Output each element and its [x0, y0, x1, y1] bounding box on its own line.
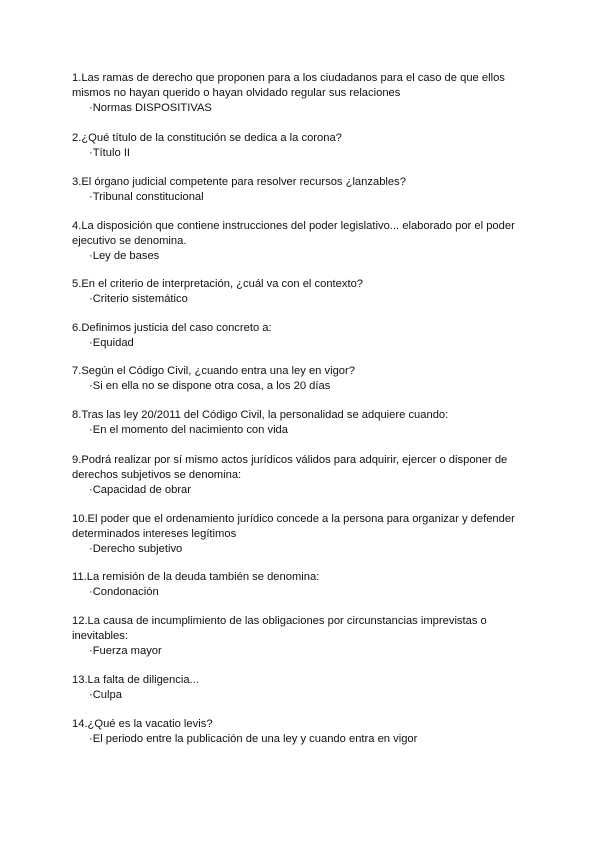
question-text: 13.La falta de diligencia... — [72, 674, 199, 686]
question-text: 14.¿Qué es la vacatio levis? — [72, 718, 213, 730]
answer-text: ·Derecho subjetivo — [89, 543, 183, 555]
question-text: 5.En el criterio de interpretación, ¿cuál va con el contexto? — [72, 278, 364, 290]
qa-item-6 — [72, 321, 542, 351]
question-text: 11.La remisión de la deuda también se denomina: — [72, 571, 320, 583]
answer-text: ·Si en ella no se dispone otra cosa, a los 20 días — [89, 380, 331, 392]
answer-text: ·Criterio sistemático — [89, 293, 188, 305]
answer-text: ·En el momento del nacimiento con vida — [89, 424, 288, 436]
question-text: 4.La disposición que contiene instrucciones del poder legislativo... elaborado por el poder ejecutivo se denomina. — [72, 220, 515, 247]
answer-text: ·Fuerza mayor — [89, 645, 162, 657]
answer-text: ·Culpa — [89, 689, 122, 701]
qa-item-2 — [72, 131, 542, 161]
answer-text: ·Ley de bases — [89, 250, 160, 262]
qa-item-3 — [72, 175, 542, 205]
question-text: 9.Podrá realizar por sí mismo actos jurídicos válidos para adquirir, ejercer o disponer de derechos subjetivos se denomina: — [72, 454, 508, 481]
qa-item-13 — [72, 673, 542, 703]
qa-item-11 — [72, 570, 542, 600]
answer-text: ·Normas DISPOSITIVAS — [89, 102, 212, 114]
question-text: 3.El órgano judicial competente para resolver recursos ¿lanzables? — [72, 176, 406, 188]
answer-text: ·El periodo entre la publicación de una ley y cuando entra en vigor — [89, 733, 418, 745]
question-text: 12.La causa de incumplimiento de las obligaciones por circunstancias imprevistas o inevitables: — [72, 615, 487, 642]
qa-item-1 — [72, 71, 542, 116]
qa-item-4 — [72, 219, 542, 264]
answer-text: ·Condonación — [89, 586, 159, 598]
qa-item-12 — [72, 614, 542, 659]
qa-item-7 — [72, 364, 542, 394]
qa-item-10 — [72, 512, 542, 557]
question-text: 7.Según el Código Civil, ¿cuando entra una ley en vigor? — [72, 365, 355, 377]
qa-item-8 — [72, 408, 542, 438]
question-text: 10.El poder que el ordenamiento jurídico concede a la persona para organizar y defender determinados intereses legítimos — [72, 513, 515, 540]
question-text: 2.¿Qué título de la constitución se dedica a la corona? — [72, 132, 342, 144]
qa-item-14 — [72, 717, 542, 747]
question-text: 8.Tras las ley 20/2011 del Código Civil, la personalidad se adquiere cuando: — [72, 409, 449, 421]
qa-item-5 — [72, 277, 542, 307]
answer-text: ·Capacidad de obrar — [89, 484, 191, 496]
answer-text: ·Tribunal constitucional — [89, 191, 204, 203]
answer-text: ·Equidad — [89, 337, 134, 349]
question-text: 6.Definimos justicia del caso concreto a: — [72, 322, 272, 334]
qa-item-9 — [72, 453, 542, 498]
question-text: 1.Las ramas de derecho que proponen para a los ciudadanos para el caso de que ellos mismos no hayan querido o hayan olvidado regular sus relaciones — [72, 72, 505, 99]
answer-text: ·Título II — [89, 147, 131, 159]
